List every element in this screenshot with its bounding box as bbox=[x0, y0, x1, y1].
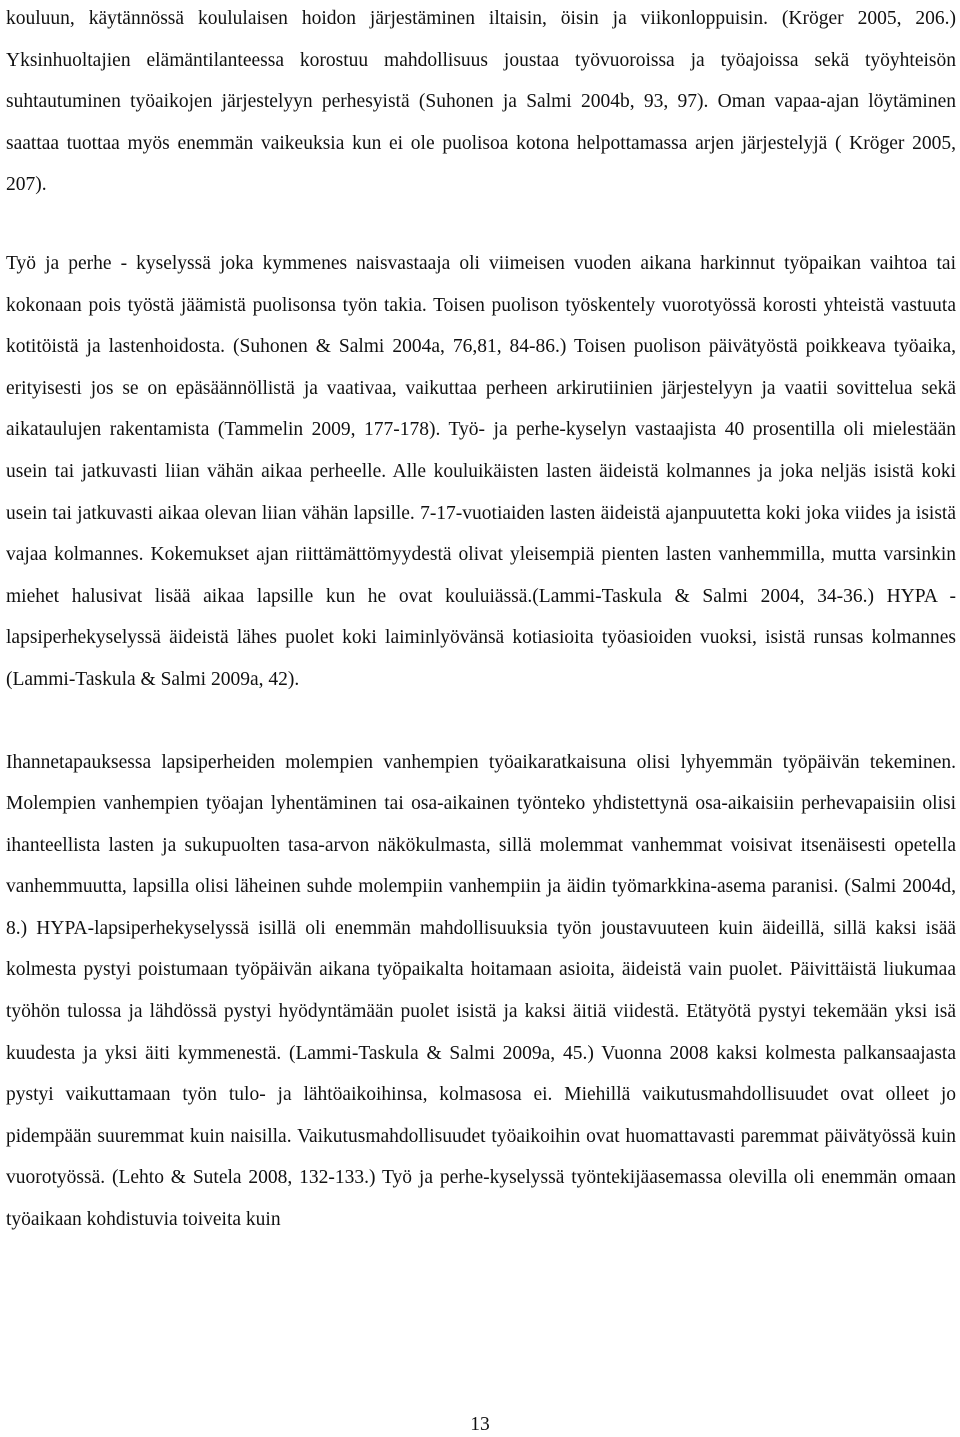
body-paragraph-3: Ihannetapauksessa lapsiperheiden molempien vanhempien työaikaratkaisuna olisi lyhyemmän työpäivän tekeminen. Molempien vanhempien työajan lyhentäminen tai osa-aikainen työnteko yhdistettynä osa-aikaisiin perhevapaisiin olisi ihanteellista lasten ja sukupuolten tasa-arvon näkökulmasta, sillä molemmat vanhemmat voisivat itsenäisesti opetella vanhemmuutta, lapsilla olisi läheinen suhde molempiin vanhempiin ja äidin työmarkkina-asema paranisi. (Salmi 2004d, 8.) HYPA-lapsiperhekyselyssä isillä oli enemmän mahdollisuuksia työn joustavuuteen kuin äideillä, sillä kaksi isää kolmesta pystyi poistumaan työpäivän aikana työpaikalta hoitamaan asioita, äideistä vain puolet. Päivittäistä liukumaa työhön tulossa ja lähdössä pystyi hyödyntämään puolet isistä ja kaksi äitiä viidestä. Etätyötä pystyi tekemään yksi isä kuudesta ja yksi äiti kymmenestä. (Lammi-Taskula & Salmi 2009a, 45.) Vuonna 2008 kaksi kolmesta palkansaajasta pystyi vaikuttamaan työn tulo- ja lähtöaikoihinsa, kolmasosa ei. Miehillä vaikutusmahdollisuudet ovat olleet jo pidempään suuremmat kuin naisilla. Vaikutusmahdollisuudet työaikoihin ovat huomattavasti paremmat päivätyössä kuin vuorotyössä. (Lehto & Sutela 2008, 132-133.) Työ ja perhe-kyselyssä työntekijäasemassa olevilla oli enemmän omaan työaikaan kohdistuvia toiveita kuin bbox=[6, 751, 956, 1231]
page-number: 13 bbox=[470, 1414, 490, 1435]
body-paragraph-2: Työ ja perhe - kyselyssä joka kymmenes naisvastaaja oli viimeisen vuoden aikana harkinnut työpaikan vaihtoa tai kokonaan pois työstä jäämistä puolisonsa työn takia. Toisen puolison työskentely vuorotyössä korosti yhteistä vastuuta kotitöistä ja lastenhoidosta. (Suhonen & Salmi 2004a, 76,81, 84-86.) Toisen puolison päivätyöstä poikkeava työaika, erityisesti jos se on epäsäännöllistä ja vaativaa, vaikuttaa perheen arkirutiinien järjestelyyn ja vaatii sovittelua sekä aikataulujen rakentamista (Tammelin 2009, 177-178). Työ- ja perhe-kyselyn vastaajista 40 prosentilla oli mielestään usein tai jatkuvasti liian vähän aikaa perheelle. Alle kouluikäisten lasten äideistä kolmannes ja joka neljäs isistä koki usein tai jatkuvasti aikaa olevan liian vähän lapsille. 7-17-vuotiaiden lasten äideistä ajanpuutetta koki joka viides ja isistä vajaa kolmannes. Kokemukset ajan riittämättömyydestä olivat yleisempiä pienten lasten vanhemmilla, mutta varsinkin miehet halusivat lisää aikaa lapsille kun he ovat kouluiässä.(Lammi-Taskula & Salmi 2004, 34-36.) HYPA - lapsiperhekyselyssä äideistä lähes puolet koki laiminlyövänsä kotiasioita työasioiden vuoksi, isistä runsas kolmannes (Lammi-Taskula & Salmi 2009a, 42). bbox=[6, 252, 956, 690]
body-paragraph-1: kouluun, käytännössä koululaisen hoidon järjestäminen iltaisin, öisin ja viikonloppuisin. (Kröger 2005, 206.) Yksinhuoltajien elämäntilanteessa korostuu mahdollisuus joustaa työvuoroissa ja työajoissa sekä työyhteisön suhtautuminen työaikojen järjestelyyn perhesyistä (Suhonen ja Salmi 2004b, 93, 97). Oman vapaa-ajan löytäminen saattaa tuottaa myös enemmän vaikeuksia kun ei ole puolisoa kotona helpottamassa arjen järjestelyjä ( Kröger 2005, 207). bbox=[6, 8, 956, 196]
document-page bbox=[6, 0, 956, 1241]
